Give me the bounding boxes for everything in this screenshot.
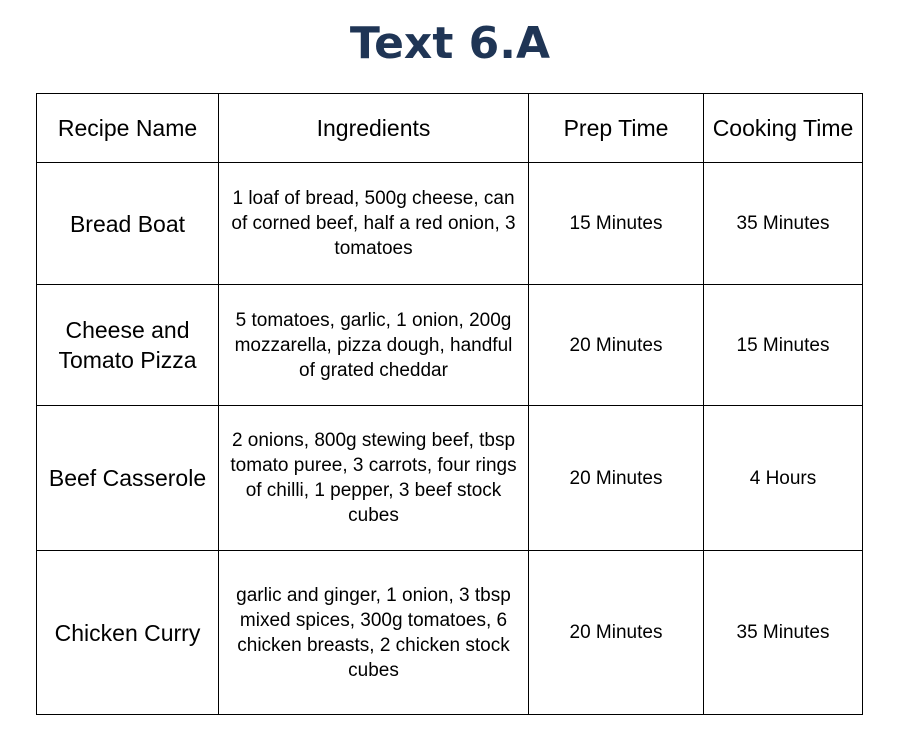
prep-time-cell: 20 Minutes [529,551,704,715]
prep-time-cell: 20 Minutes [529,406,704,551]
header-ingredients: Ingredients [219,94,529,163]
header-prep-time: Prep Time [529,94,704,163]
prep-time-cell: 15 Minutes [529,163,704,285]
table-row [37,163,863,285]
cooking-time-cell: 15 Minutes [704,285,863,406]
table-row [37,406,863,551]
ingredients-cell: 5 tomatoes, garlic, 1 onion, 200g mozzarella, pizza dough, handful of grated cheddar [219,285,529,406]
table-row [37,551,863,715]
header-recipe-name: Recipe Name [37,94,219,163]
cooking-time-cell: 35 Minutes [704,551,863,715]
recipe-name-cell: Bread Boat [37,163,219,285]
ingredients-cell: garlic and ginger, 1 onion, 3 tbsp mixed spices, 300g tomatoes, 6 chicken breasts, 2 chicken stock cubes [219,551,529,715]
recipe-table [36,93,863,715]
ingredients-cell: 1 loaf of bread, 500g cheese, can of corned beef, half a red onion, 3 tomatoes [219,163,529,285]
header-cooking-time: Cooking Time [704,94,863,163]
recipe-name-cell: Cheese and Tomato Pizza [37,285,219,406]
recipe-name-cell: Beef Casserole [37,406,219,551]
page-title: Text 6.A [349,18,551,69]
cooking-time-cell: 35 Minutes [704,163,863,285]
table-row [37,285,863,406]
cooking-time-cell: 4 Hours [704,406,863,551]
ingredients-cell: 2 onions, 800g stewing beef, tbsp tomato puree, 3 carrots, four rings of chilli, 1 pepper, 3 beef stock cubes [219,406,529,551]
table-header-row [37,94,863,163]
recipe-name-cell: Chicken Curry [37,551,219,715]
prep-time-cell: 20 Minutes [529,285,704,406]
